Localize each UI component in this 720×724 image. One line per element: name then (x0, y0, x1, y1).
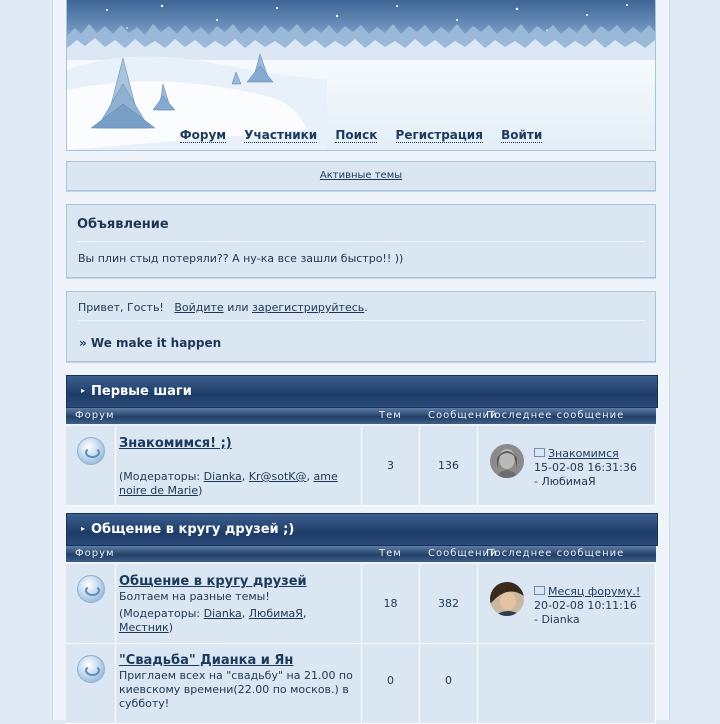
nav-login-link[interactable]: Войти (501, 128, 543, 142)
last-post-info (534, 447, 651, 489)
guest-greeting-panel (66, 291, 656, 362)
last-post-author: - ЛюбимаЯ (534, 475, 596, 488)
divider (77, 241, 645, 242)
greeting-line (78, 301, 368, 314)
forum-row (66, 426, 656, 506)
login-link[interactable]: Войдите (174, 301, 224, 314)
topics-count-cell (362, 644, 420, 724)
category-arrow-icon: ▸ (81, 386, 86, 395)
announcement-panel (66, 204, 656, 278)
forum-description: Приглаем всех на "свадьбу" на 21.00 по киевскому времени(22.00 по москов.) в субботу! (119, 669, 353, 710)
main-navigation (67, 128, 655, 142)
last-post-cell (478, 426, 656, 506)
avatar[interactable] (490, 582, 524, 616)
mods-prefix: (Модераторы: (119, 470, 204, 483)
active-topics-panel (66, 161, 656, 191)
announcement-title: Объявление (77, 217, 169, 232)
forum-title-link[interactable]: "Свадьба" Дианка и Ян (119, 653, 294, 668)
last-post-cell (478, 564, 656, 644)
forum-title-link[interactable]: Знакомимся! ;) (119, 436, 232, 451)
envelope-icon (534, 448, 545, 457)
envelope-icon (534, 586, 545, 595)
col-forum: Форум (75, 410, 115, 421)
col-last-post: Последнее сообщение (486, 548, 625, 559)
posts-count-cell (420, 426, 478, 506)
topics-count-cell (362, 564, 420, 644)
nav-register-link[interactable]: Регистрация (395, 128, 483, 142)
posts-count: 0 (445, 674, 452, 687)
column-header-row (66, 546, 656, 562)
page-container (52, 0, 670, 720)
divider (77, 320, 645, 321)
forum-info-cell (116, 426, 362, 506)
greeting-dot: . (364, 301, 368, 314)
forum-row (66, 564, 656, 644)
col-topics: Тем (379, 410, 402, 421)
forum-title-link[interactable]: Общение в кругу друзей (119, 574, 307, 589)
category-header[interactable] (66, 375, 658, 408)
moderator-link[interactable]: Dianka (203, 607, 242, 620)
active-topics-link[interactable]: Активные темы (319, 170, 403, 181)
forum-description: Болтаем на разные темы! (119, 590, 270, 603)
avatar-image (490, 444, 524, 478)
forum-slogan: » We make it happen (79, 336, 222, 350)
forum-status-icon (77, 437, 105, 465)
posts-count-cell (420, 644, 478, 724)
mods-suffix: ) (168, 621, 173, 634)
forum-info-cell (116, 564, 362, 644)
forum-icon-cell (66, 426, 116, 506)
category-arrow-icon: ▸ (81, 524, 86, 533)
mods-suffix: ) (198, 484, 203, 497)
moderator-link[interactable]: Kr@sotK@ (248, 470, 307, 483)
last-post-cell (478, 644, 656, 724)
moderator-link[interactable]: Dianka (203, 470, 242, 483)
forum-status-icon (77, 575, 105, 603)
nav-forum-link[interactable]: Форум (179, 128, 227, 142)
last-post-date: 20-02-08 10:11:16 (534, 599, 637, 612)
last-post-date: 15-02-08 16:31:36 (534, 461, 637, 474)
avatar[interactable] (490, 444, 524, 478)
category-header[interactable] (66, 513, 658, 546)
topics-count: 18 (383, 597, 398, 610)
topics-count-cell (362, 426, 420, 506)
col-posts: Сообщений (428, 410, 498, 421)
col-posts: Сообщений (428, 548, 498, 559)
col-forum: Форум (75, 548, 115, 559)
forum-header-banner (66, 0, 656, 151)
mods-prefix: (Модераторы: (119, 607, 204, 620)
forum-info-cell (116, 644, 362, 724)
forum-moderators: (Модераторы: Dianka, Kr@sotK@, ame noire de Marie) (119, 470, 338, 497)
forum-moderators: (Модераторы: Dianka, ЛюбимаЯ, Местник) (119, 607, 307, 634)
posts-count-cell (420, 564, 478, 644)
last-post-author: - Dianka (534, 613, 580, 626)
posts-count: 136 (438, 459, 459, 472)
category-title: Общение в кругу друзей ;) (91, 522, 295, 537)
col-topics: Тем (379, 548, 402, 559)
nav-members-link[interactable]: Участники (244, 128, 318, 142)
forum-row (66, 644, 656, 724)
col-last-post: Последнее сообщение (486, 410, 625, 421)
posts-count: 382 (438, 597, 459, 610)
topics-count: 0 (387, 674, 394, 687)
moderator-link[interactable]: ame noire de Marie (119, 470, 338, 497)
column-header-row (66, 408, 656, 424)
forum-icon-cell (66, 564, 116, 644)
greeting-or: или (227, 301, 249, 314)
last-post-link[interactable]: Знакомимся (548, 447, 619, 460)
announcement-text: Вы плин стыд потеряли?? А ну-ка все зашли быстро!! )) (78, 252, 404, 265)
greeting-text: Привет, Гость! (78, 301, 164, 314)
moderator-link[interactable]: Местник (119, 621, 169, 634)
nav-search-link[interactable]: Поиск (335, 128, 378, 142)
topics-count: 3 (387, 459, 394, 472)
category-title: Первые шаги (91, 384, 192, 399)
forum-icon-cell (66, 644, 116, 724)
last-post-link[interactable]: Месяц форуму.! (548, 585, 641, 598)
forum-status-icon (77, 655, 105, 683)
last-post-info (534, 585, 651, 627)
moderator-link[interactable]: ЛюбимаЯ (248, 607, 303, 620)
register-link[interactable]: зарегистрируйтесь (252, 301, 365, 314)
avatar-image (490, 582, 524, 616)
